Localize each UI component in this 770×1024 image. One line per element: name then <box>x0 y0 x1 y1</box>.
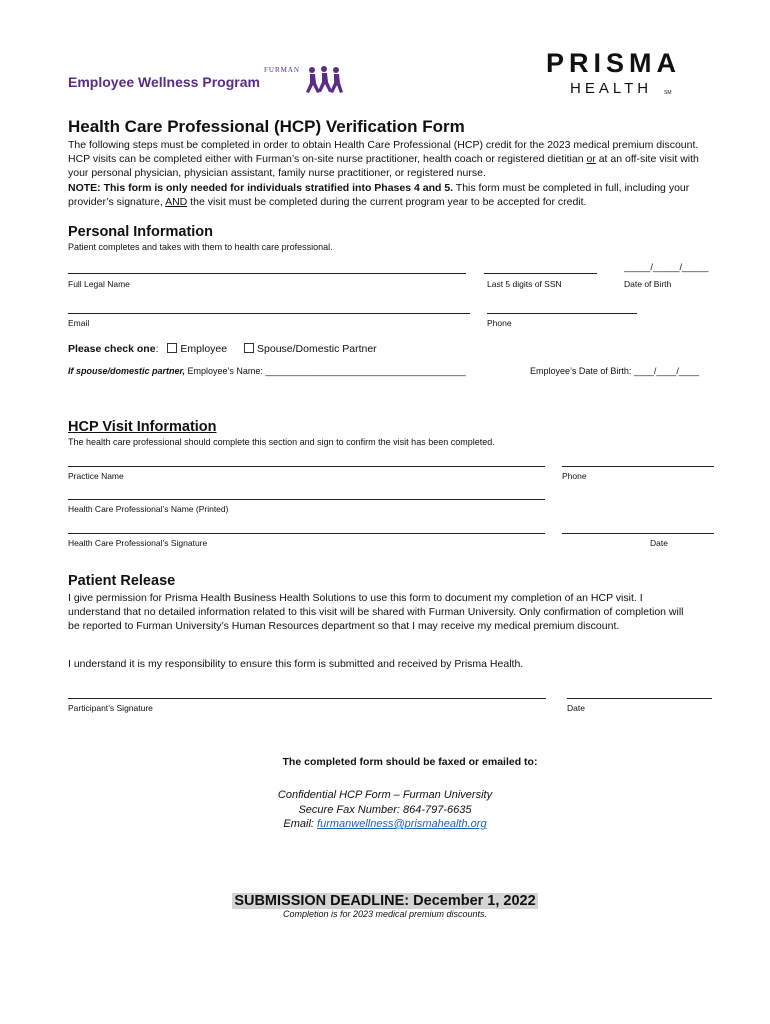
email-line <box>0 817 770 832</box>
personal-info-subtitle: Patient completes and takes with them to health care professional. <box>68 242 333 252</box>
hcp-subtitle: The health care professional should complete this section and sign to confirm the visit has been completed. <box>68 437 495 447</box>
fax-number: Secure Fax Number: 864-797-6635 <box>298 803 472 816</box>
spouse-option[interactable] <box>244 343 377 355</box>
spouse-option-label: Spouse/Domestic Partner <box>257 343 377 355</box>
page-title: Health Care Professional (HCP) Verification Form <box>68 117 465 136</box>
employee-option-label: Employee <box>180 343 228 355</box>
address-line-1: Confidential HCP Form – Furman University <box>277 789 493 801</box>
dob-label: Date of Birth <box>624 279 672 289</box>
participant-date-field[interactable] <box>567 698 712 699</box>
email-link[interactable]: furmanwellness@prismahealth.org <box>317 818 487 830</box>
note-text-2: the visit must be completed during the current program year to be accepted for credit. <box>187 196 587 208</box>
hcp-signature-field[interactable] <box>68 533 545 534</box>
patient-release-heading: Patient Release <box>68 573 176 589</box>
email-label: Email <box>68 318 90 328</box>
hcp-phone-label: Phone <box>562 471 587 481</box>
full-name-label: Full Legal Name <box>68 279 130 289</box>
hcp-printed-name-label: Health Care Professional’s Name (Printed) <box>68 504 229 514</box>
hcp-date-field[interactable] <box>562 533 714 534</box>
employee-checkbox[interactable] <box>167 343 177 353</box>
release-paragraph: I give permission for Prisma Health Business Health Solutions to use this form to document my completion of an HCP visit. I understand that no detailed information related to this visit will be shared with Furman University. Only confirmation of completion will be reported to Furman University’s Human Resources department so that I may receive my medical premium discount. <box>68 592 684 632</box>
note-paragraph <box>68 181 708 209</box>
deadline-note: Completion is for 2023 medical premium discounts. <box>282 909 488 919</box>
furman-wordmark: FURMAN <box>264 66 300 74</box>
prisma-health-logo <box>540 48 690 103</box>
intro-text-2: at an off-site visit with your personal physician, physician assistant, family nurse practitioner, or registered nurse. <box>68 153 699 179</box>
submission-address <box>0 788 770 832</box>
ssn-field[interactable] <box>484 273 597 274</box>
dob-blank[interactable]: _____/_____/_____ <box>624 262 709 273</box>
release-responsibility: I understand it is my responsibility to ensure this form is submitted and received by Prisma Health. <box>68 658 524 670</box>
check-one-colon: : <box>155 343 159 355</box>
employee-option[interactable] <box>167 343 227 355</box>
service-mark: SM <box>664 90 672 96</box>
note-bold: NOTE: This form is only needed for individuals stratified into Phases 4 and 5. <box>68 182 454 194</box>
deadline-wrap <box>0 892 770 910</box>
ssn-label: Last 5 digits of SSN <box>487 279 562 289</box>
phone-label: Phone <box>487 318 512 328</box>
employee-name-field[interactable]: Employee’s Name: ________________________________________ <box>185 366 466 376</box>
personal-info-heading: Personal Information <box>68 224 214 240</box>
participant-date-label: Date <box>567 703 585 713</box>
employee-wellness-logo <box>68 66 348 98</box>
spouse-checkbox[interactable] <box>244 343 254 353</box>
hcp-signature-label: Health Care Professional’s Signature <box>68 538 208 548</box>
submission-deadline: SUBMISSION DEADLINE: December 1, 2022 <box>234 893 536 909</box>
intro-or: or <box>586 153 596 165</box>
participant-signature-label: Participant’s Signature <box>68 703 153 713</box>
intro-text-1: The following steps must be completed in order to obtain Health Care Professional (HCP) credit for the 2023 medical premium discount. HCP visits can be completed either with Furman’s on-site nurse practitioner, health coach or registered dietitian <box>68 139 699 165</box>
hcp-printed-name-field[interactable] <box>68 499 545 500</box>
spouse-prefix: If spouse/domestic partner, <box>68 366 186 376</box>
participant-signature-field[interactable] <box>68 698 546 699</box>
practice-name-label: Practice Name <box>68 471 124 481</box>
runners-icon <box>302 66 344 96</box>
email-prefix: Email: <box>283 818 318 830</box>
phone-field[interactable] <box>487 313 637 314</box>
check-one-row <box>68 343 377 355</box>
prisma-wordmark: PRISMA <box>546 48 682 78</box>
spouse-row <box>68 366 466 376</box>
practice-name-field[interactable] <box>68 466 545 467</box>
health-wordmark: HEALTH <box>570 80 653 97</box>
full-name-field[interactable] <box>68 273 466 274</box>
hcp-heading: HCP Visit Information <box>68 419 217 435</box>
hcp-phone-field[interactable] <box>562 466 714 467</box>
hcp-date-label: Date <box>650 538 668 548</box>
check-one-label: Please check one <box>68 343 156 355</box>
wellness-program-name: Employee Wellness Program <box>68 74 260 90</box>
note-and: AND <box>165 196 188 208</box>
employee-dob-field[interactable]: Employee’s Date of Birth: ____/____/____ <box>530 366 699 376</box>
intro-paragraph <box>68 138 708 180</box>
email-field[interactable] <box>68 313 470 314</box>
submission-instructions: The completed form should be faxed or emailed to: <box>282 756 538 768</box>
note-text-1: This form must be completed in full, including your provider’s signature, <box>68 182 690 208</box>
